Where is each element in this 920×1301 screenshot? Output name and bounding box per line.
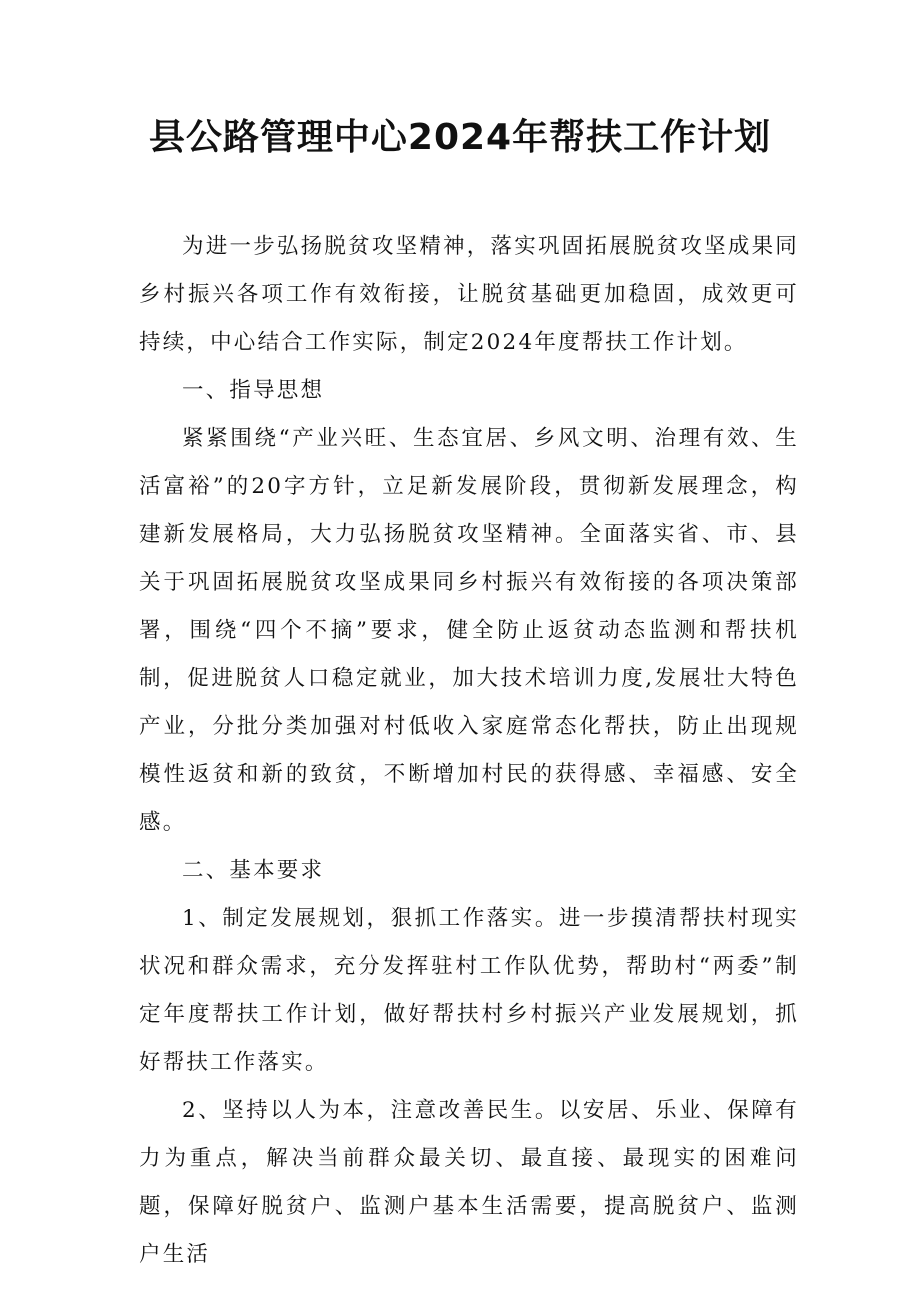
- document-body: [139, 223, 799, 1279]
- requirement-item-2: 2、坚持以人为本，注意改善民生。以安居、乐业、保障有力为重点，解决当前群众最关切、最直接、最现实的困难问题，保障好脱贫户、监测户基本生活需要，提高脱贫户、监测户生活: [139, 1098, 799, 1267]
- guiding-ideology-paragraph: 紧紧围绕“产业兴旺、生态宜居、乡风文明、治理有效、生活富裕”的20字方针，立足新发展阶段，贯彻新发展理念，构建新发展格局，大力弘扬脱贫攻坚精神。全面落实省、市、县关于巩固拓展脱贫攻坚成果同乡村振兴有效衔接的各项决策部署，围绕“四个不摘”要求，健全防止返贫动态监测和帮扶机制，促进脱贫人口稳定就业，加大技术培训力度,发展壮大特色产业，分批分类加强对村低收入家庭常态化帮扶，防止出现规模性返贫和新的致贫，不断增加村民的获得感、幸福感、安全感。: [139, 426, 799, 835]
- intro-paragraph: 为进一步弘扬脱贫攻坚精神，落实巩固拓展脱贫攻坚成果同乡村振兴各项工作有效衔接，让脱贫基础更加稳固，成效更可持续，中心结合工作实际，制定2024年度帮扶工作计划。: [139, 234, 799, 355]
- section-heading-basic-requirements: 二、基本要求: [182, 858, 325, 883]
- requirement-item-1: 1、制定发展规划，狠抓工作落实。进一步摸清帮扶村现实状况和群众需求，充分发挥驻村工作队优势，帮助村“两委”制定年度帮扶工作计划，做好帮扶村乡村振兴产业发展规划，抓好帮扶工作落实。: [139, 906, 799, 1075]
- section-heading-guiding-ideology: 一、指导思想: [182, 378, 325, 403]
- document-title: 县公路管理中心2024年帮扶工作计划: [148, 117, 772, 158]
